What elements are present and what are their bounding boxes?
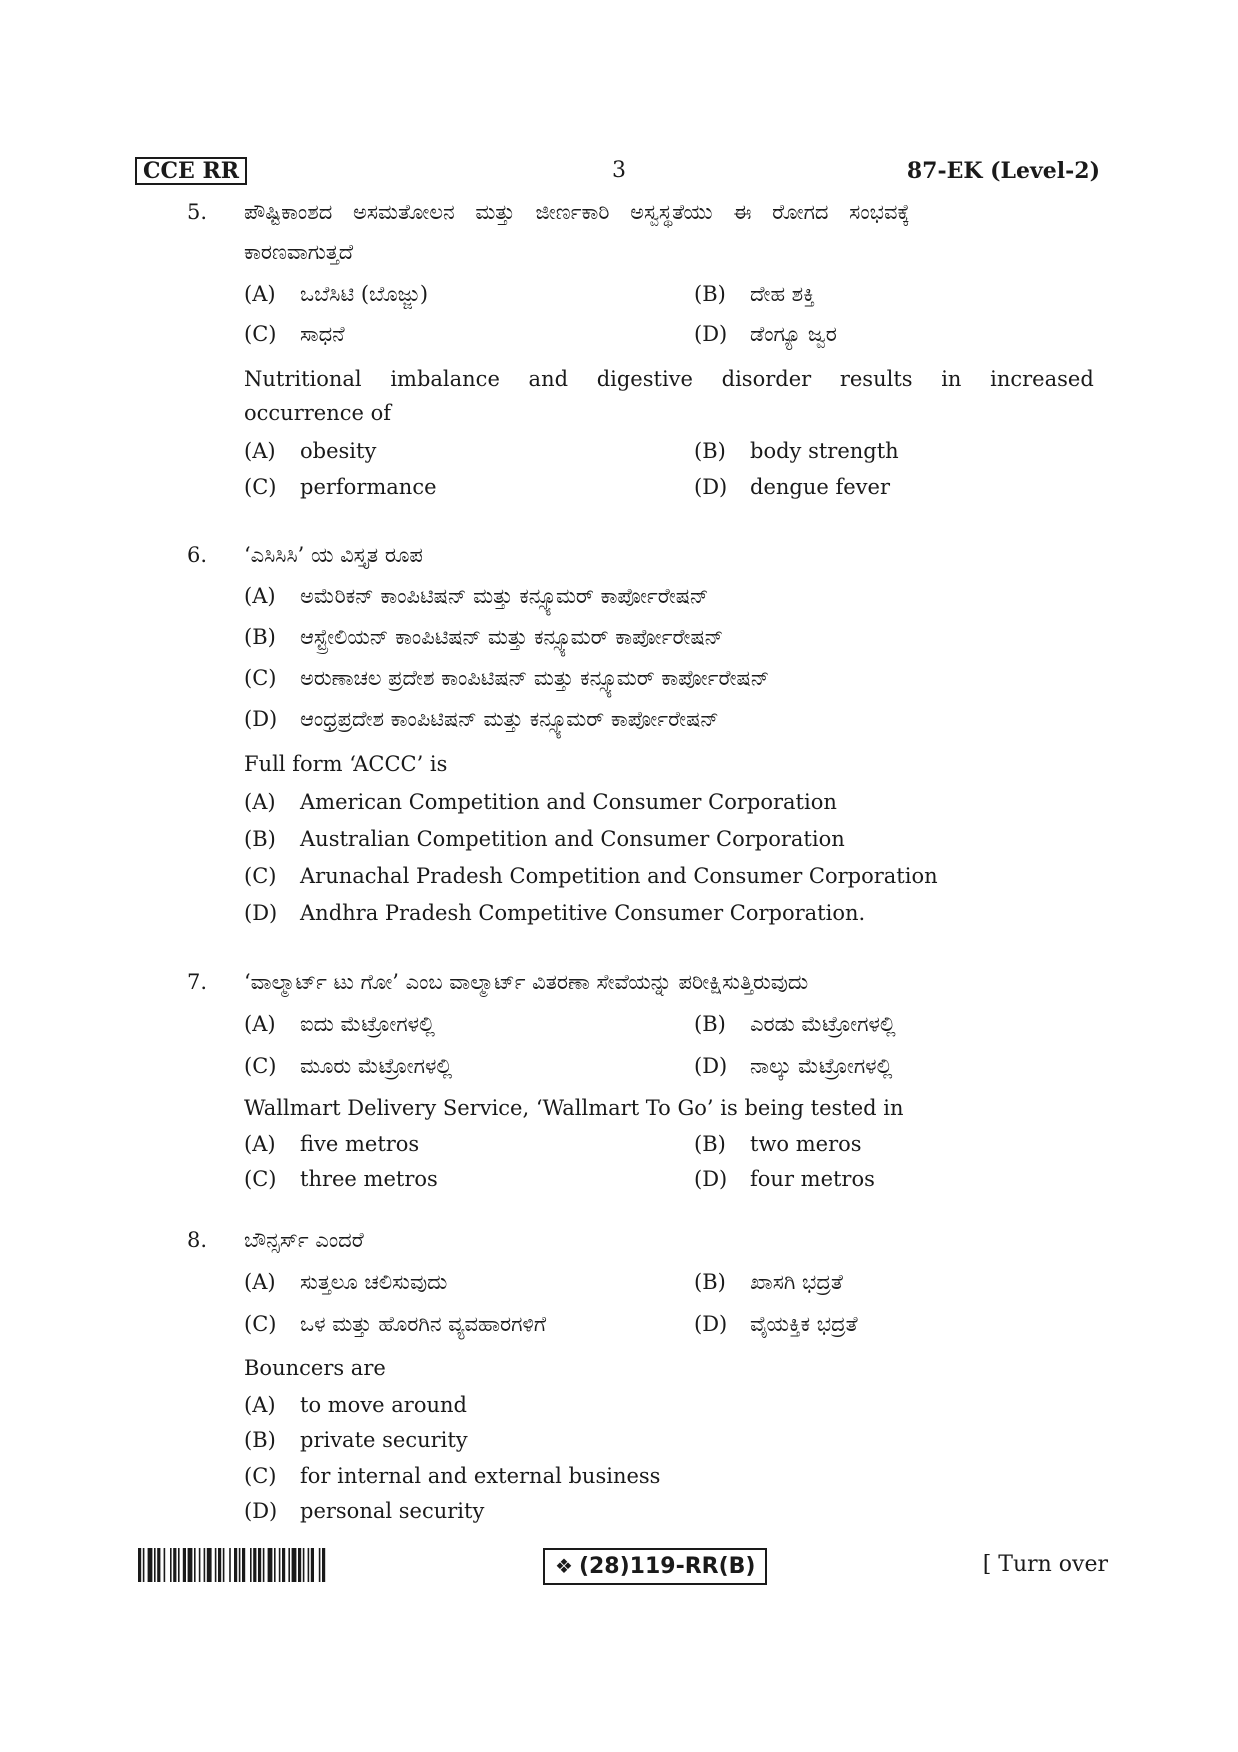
kn-option-a bbox=[244, 584, 709, 609]
option-text: ಒಬೆಸಿಟಿ (ಬೊಜ್ಜು) bbox=[300, 282, 429, 306]
option-text: Australian Competition and Consumer Corporation bbox=[300, 827, 845, 851]
option-label: (A) bbox=[244, 1012, 276, 1036]
barcode-image bbox=[138, 1548, 378, 1582]
kn-option-c bbox=[244, 666, 769, 691]
option-label: (C) bbox=[244, 864, 277, 888]
option-text: obesity bbox=[300, 439, 377, 463]
option-text: ಮೂರು ಮೆಟ್ರೋಗಳಲ್ಲಿ bbox=[300, 1054, 453, 1078]
kn-option-b bbox=[694, 282, 815, 307]
kn-stem-line1: ಬೌನ್ಸರ್ಸ್ ಎಂದರೆ bbox=[244, 1228, 364, 1252]
option-label: (B) bbox=[694, 1012, 726, 1036]
diamond-icon: ❖ bbox=[555, 1554, 573, 1578]
kn-stem-line1: ಪೌಷ್ಟಿಕಾಂಶದ ಅಸಮತೋಲನ ಮತ್ತು ಜೀರ್ಣಕಾರಿ ಅಸ್ವಸ್ಥತೆಯು ಈ ರೋಗದ ಸಂಭವಕ್ಕೆ bbox=[244, 200, 910, 224]
en-option-a bbox=[244, 1393, 467, 1417]
en-stem-line1: Wallmart Delivery Service, ‘Wallmart To Go’ is being tested in bbox=[244, 1096, 904, 1120]
option-text: body strength bbox=[750, 439, 899, 463]
option-label: (A) bbox=[244, 1270, 276, 1294]
option-label: (A) bbox=[244, 790, 276, 814]
en-option-c bbox=[244, 1464, 660, 1488]
en-option-c bbox=[244, 864, 938, 888]
option-label: (C) bbox=[244, 1054, 277, 1078]
kn-option-d bbox=[694, 1054, 892, 1079]
option-label: (C) bbox=[244, 1312, 277, 1336]
option-label: (D) bbox=[244, 707, 278, 731]
en-stem-line1: Nutritional imbalance and digestive disorder results in increased bbox=[244, 367, 1094, 391]
kn-option-d bbox=[244, 707, 719, 732]
option-text: ಡೆಂಗ್ಯೂ ಜ್ವರ bbox=[750, 322, 837, 346]
kn-option-c bbox=[244, 1312, 546, 1337]
option-label: (D) bbox=[694, 1054, 728, 1078]
kn-stem-line1: ‘ಎಸಿಸಿಸಿ’ ಯ ವಿಸ್ತೃತ ರೂಪ bbox=[244, 543, 423, 567]
option-label: (B) bbox=[694, 282, 726, 306]
option-text: ಅರುಣಾಚಲ ಪ್ರದೇಶ ಕಾಂಪಿಟಿಷನ್ ಮತ್ತು ಕನ್ಸ್ಯೂಮರ್ ಕಾರ್ಪೋರೇಷನ್ bbox=[300, 666, 770, 690]
option-label: (D) bbox=[694, 322, 728, 346]
option-text: ವೈಯಕ್ತಿಕ ಭದ್ರತೆ bbox=[750, 1312, 858, 1336]
option-text: three metros bbox=[300, 1167, 438, 1191]
kn-option-d bbox=[694, 1312, 858, 1337]
header-left-label: CCE RR bbox=[135, 157, 247, 185]
question-number: 6. bbox=[187, 543, 208, 567]
kn-option-a bbox=[244, 1270, 447, 1295]
option-label: (A) bbox=[244, 439, 276, 463]
option-label: (D) bbox=[244, 1499, 278, 1523]
option-label: (A) bbox=[244, 1393, 276, 1417]
kn-option-d bbox=[694, 322, 837, 347]
en-option-c bbox=[244, 475, 437, 499]
en-stem-line2: occurrence of bbox=[244, 401, 391, 425]
option-label: (C) bbox=[244, 666, 277, 690]
option-text: ಐದು ಮೆಟ್ರೋಗಳಲ್ಲಿ bbox=[300, 1012, 435, 1036]
option-text: ನಾಲ್ಕು ಮೆಟ್ರೋಗಳಲ್ಲಿ bbox=[750, 1054, 893, 1078]
en-option-d bbox=[694, 475, 890, 499]
en-option-d bbox=[244, 1499, 484, 1523]
kn-option-a bbox=[244, 282, 428, 307]
option-label: (D) bbox=[694, 1312, 728, 1336]
en-stem-line1: Full form ‘ACCC’ is bbox=[244, 752, 448, 776]
kn-stem-line1: ‘ವಾಲ್ಮಾರ್ಟ್ ಟು ಗೋ’ ಎಂಬ ವಾಲ್ಮಾರ್ಟ್ ವಿತರಣಾ ಸೇವೆಯನ್ನು ಪರೀಕ್ಷಿಸುತ್ತಿರುವುದು bbox=[244, 970, 809, 994]
option-label: (D) bbox=[244, 901, 278, 925]
option-label: (A) bbox=[244, 584, 276, 608]
option-text: four metros bbox=[750, 1167, 875, 1191]
question-number: 7. bbox=[187, 970, 208, 994]
option-text: ಒಳ ಮತ್ತು ಹೊರಗಿನ ವ್ಯವಹಾರಗಳಿಗೆ bbox=[300, 1312, 547, 1336]
option-text: personal security bbox=[300, 1499, 485, 1523]
en-option-a bbox=[244, 439, 376, 463]
kn-option-c bbox=[244, 322, 345, 347]
option-label: (D) bbox=[694, 1167, 728, 1191]
paper-code-box bbox=[543, 1548, 767, 1585]
header-right-label: 87-EK (Level-2) bbox=[906, 158, 1100, 184]
option-label: (B) bbox=[244, 827, 276, 851]
paper-code: (28)119-RR(B) bbox=[578, 1554, 756, 1579]
option-text: five metros bbox=[300, 1132, 420, 1156]
kn-option-c bbox=[244, 1054, 452, 1079]
option-text: ಸುತ್ತಲೂ ಚಲಿಸುವುದು bbox=[300, 1270, 448, 1294]
kn-option-b bbox=[694, 1012, 896, 1037]
en-stem-line1: Bouncers are bbox=[244, 1356, 386, 1380]
option-label: (B) bbox=[244, 1428, 276, 1452]
option-label: (A) bbox=[244, 282, 276, 306]
en-option-b bbox=[694, 1132, 862, 1156]
en-option-d bbox=[694, 1167, 875, 1191]
option-text: ಖಾಸಗಿ ಭದ್ರತೆ bbox=[750, 1270, 843, 1294]
turn-over-label: [ Turn over bbox=[982, 1552, 1108, 1577]
kn-option-a bbox=[244, 1012, 435, 1037]
page-number: 3 bbox=[612, 158, 626, 183]
option-text: ಆಂಧ್ರಪ್ರದೇಶ ಕಾಂಪಿಟಿಷನ್ ಮತ್ತು ಕನ್ಸ್ಯೂಮರ್ ಕಾರ್ಪೋರೇಷನ್ bbox=[300, 707, 719, 731]
option-label: (B) bbox=[694, 439, 726, 463]
en-option-b bbox=[694, 439, 899, 463]
en-option-d bbox=[244, 901, 865, 925]
option-text: Andhra Pradesh Competitive Consumer Corporation. bbox=[300, 901, 866, 925]
option-text: ಅಮೆರಿಕನ್ ಕಾಂಪಿಟಿಷನ್ ಮತ್ತು ಕನ್ಸ್ಯೂಮರ್ ಕಾರ್ಪೋರೇಷನ್ bbox=[300, 584, 709, 608]
option-text: for internal and external business bbox=[300, 1464, 661, 1488]
option-label: (C) bbox=[244, 475, 277, 499]
kn-option-b bbox=[244, 625, 723, 650]
en-option-a bbox=[244, 790, 837, 814]
option-text: two meros bbox=[750, 1132, 862, 1156]
option-label: (D) bbox=[694, 475, 728, 499]
option-text: Arunachal Pradesh Competition and Consumer Corporation bbox=[300, 864, 938, 888]
option-text: private security bbox=[300, 1428, 468, 1452]
en-option-a bbox=[244, 1132, 419, 1156]
option-label: (B) bbox=[694, 1270, 726, 1294]
option-label: (C) bbox=[244, 1464, 277, 1488]
en-option-b bbox=[244, 1428, 468, 1452]
option-label: (B) bbox=[694, 1132, 726, 1156]
option-text: ಆಸ್ಟ್ರೇಲಿಯನ್ ಕಾಂಪಿಟಿಷನ್ ಮತ್ತು ಕನ್ಸ್ಯೂಮರ್ ಕಾರ್ಪೋರೇಷನ್ bbox=[300, 625, 724, 649]
option-text: American Competition and Consumer Corporation bbox=[300, 790, 837, 814]
option-text: ದೇಹ ಶಕ್ತಿ bbox=[750, 282, 815, 306]
option-label: (C) bbox=[244, 1167, 277, 1191]
question-number: 5. bbox=[187, 200, 208, 224]
question-number: 8. bbox=[187, 1228, 208, 1252]
kn-stem-line2: ಕಾರಣವಾಗುತ್ತದೆ bbox=[244, 240, 354, 264]
option-text: dengue fever bbox=[750, 475, 890, 499]
kn-option-b bbox=[694, 1270, 843, 1295]
option-text: ಸಾಧನೆ bbox=[300, 322, 345, 346]
option-text: to move around bbox=[300, 1393, 467, 1417]
option-text: ಎರಡು ಮೆಟ್ರೋಗಳಲ್ಲಿ bbox=[750, 1012, 896, 1036]
option-label: (C) bbox=[244, 322, 277, 346]
option-text: performance bbox=[300, 475, 437, 499]
option-label: (A) bbox=[244, 1132, 276, 1156]
option-label: (B) bbox=[244, 625, 276, 649]
en-option-c bbox=[244, 1167, 438, 1191]
en-option-b bbox=[244, 827, 845, 851]
